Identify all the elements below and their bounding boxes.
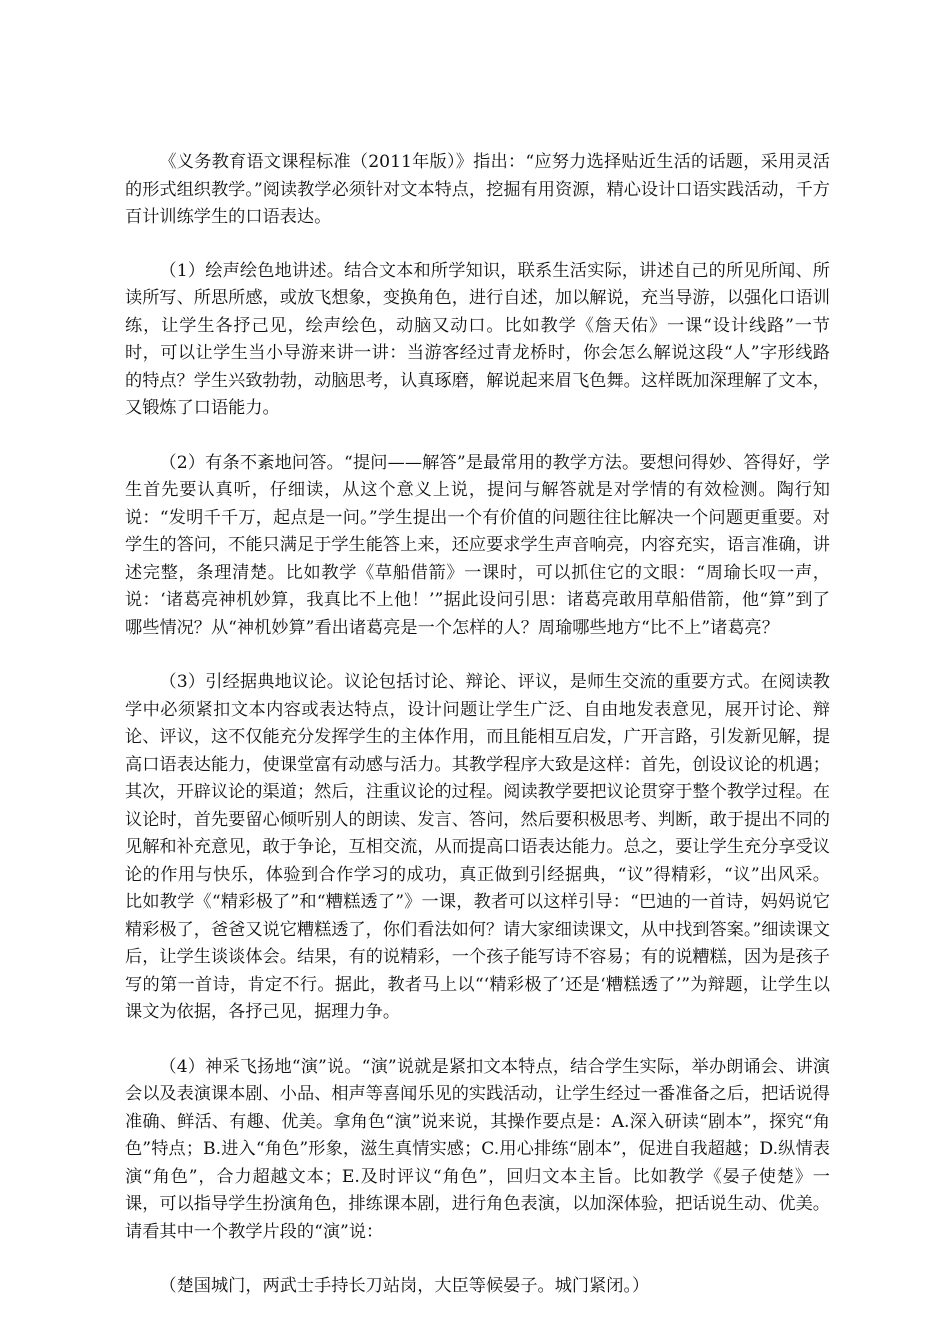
paragraph-narration: （1）绘声绘色地讲述。结合文本和所学知识，联系生活实际，讲述自己的所见所闻、所读所写、所思所感，或放飞想象，变换角色，进行自述，加以解说，充当导游，以强化口语训练，让学生各抒己见，绘声绘色，动脑又动口。比如教学《詹天佑》一课“设计线路”一节时，可以让学生当小导游来讲一讲：当游客经过青龙桥时，你会怎么解说这段“人”字形线路的特点？学生兴致勃勃，动脑思考，认真琢磨，解说起来眉飞色舞。这样既加深理解了文本，又锻炼了口语能力。 (125, 260, 830, 418)
document-body (125, 149, 830, 1301)
paragraph-question-answer: （2）有条不紊地问答。“提问——解答”是最常用的教学方法。要想问得妙、答得好，学生首先要认真听，仔细读，从这个意义上说，提问与解答就是对学情的有效检测。陶行知说：“发明千千万，起点是一问。”学生提出一个有价值的问题往往比解决一个问题更重要。对学生的答问，不能只满足于学生能答上来，还应要求学生声音响亮，内容充实，语言准确，讲述完整，条理清楚。比如教学《草船借箭》一课时，可以抓住它的文眼：“周瑜长叹一声，说：‘诸葛亮神机妙算，我真比不上他！’”据此设问引思：诸葛亮敢用草船借箭，他“算”到了哪些情况？从“神机妙算”看出诸葛亮是一个怎样的人？周瑜哪些地方“比不上”诸葛亮？ (125, 452, 830, 638)
paragraph-discussion: （3）引经据典地议论。议论包括讨论、辩论、评议，是师生交流的重要方式。在阅读教学中必须紧扣文本内容或表达特点，设计问题让学生广泛、自由地发表意见，展开讨论、辩论、评议，这不仅能充分发挥学生的主体作用，而且能相互启发，广开言路，引发新见解，提高口语表达能力，使课堂富有动感与活力。其教学程序大致是这样：首先，创设议论的机遇；其次，开辟议论的渠道；然后，注重议论的过程。阅读教学要把议论贯穿于整个教学过程。在议论时，首先要留心倾听别人的朗读、发言、答问，然后要积极思考、判断，敢于提出不同的见解和补充意见，敢于争论，互相交流，从而提高口语表达能力。总之，要让学生充分享受议论的作用与快乐，体验到合作学习的成功，真正做到引经据典，“议”得精彩，“议”出风采。比如教学《“精彩极了”和“糟糕透了”》一课，教者可以这样引导：“巴迪的一首诗，妈妈说它精彩极了，爸爸又说它糟糕透了，你们看法如何？请大家细读课文，从中找到答案。”细读课文后，让学生谈谈体会。结果，有的说精彩，一个孩子能写诗不容易；有的说糟糕，因为是孩子写的第一首诗，肯定不行。据此，教者马上以“‘精彩极了’还是‘糟糕透了’”为辩题，让学生以课文为依据，各抒己见，据理力争。 (125, 672, 830, 1022)
intro-paragraph: 《义务教育语文课程标准（2011年版）》指出：“应努力选择贴近生活的话题，采用灵活的形式组织教学。”阅读教学必须针对文本特点，挖掘有用资源，精心设计口语实践活动，千方百计训练学生的口语表达。 (125, 152, 830, 227)
paragraph-performance: （4）神采飞扬地“演”说。“演”说就是紧扣文本特点，结合学生实际，举办朗诵会、讲演会以及表演课本剧、小品、相声等喜闻乐见的实践活动，让学生经过一番准备之后，把话说得准确、鲜活、有趣、优美。拿角色“演”说来说，其操作要点是：A.深入研读“剧本”，探究“角色”特点；B.进入“角色”形象，滋生真情实感；C.用心排练“剧本”，促进自我超越；D.纵情表演“角色”，合力超越文本；E.及时评议“角色”，回归文本主旨。比如教学《晏子使楚》一课，可以指导学生扮演角色，排练课本剧，进行角色表演，以加深体验，把话说生动、优美。请看其中一个教学片段的“演”说： (125, 1056, 830, 1242)
stage-direction: （楚国城门，两武士手持长刀站岗，大臣等候晏子。城门紧闭。） (159, 1276, 650, 1296)
